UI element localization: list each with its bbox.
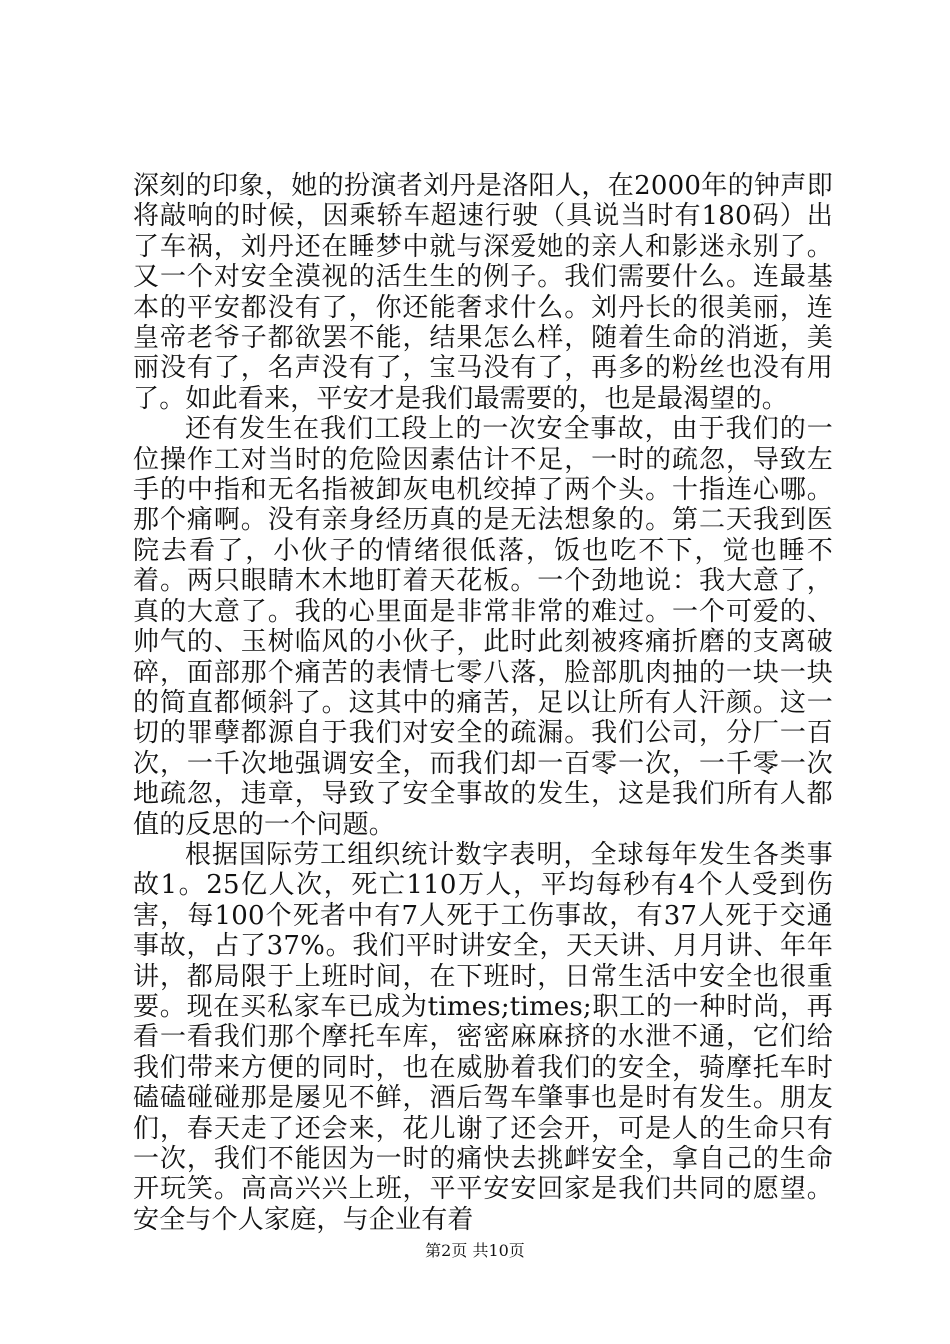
paragraph-1: 深刻的印象，她的扮演者刘丹是洛阳人，在2000年的钟声即将敲响的时候，因乘轿车超速行驶（具说当时有180码）出了车祸，刘丹还在睡梦中就与深爱她的亲人和影迷永别了。又一个对安全漠视的活生生的例子。我们需要什么。连最基本的平安都没有了，你还能奢求什么。刘丹长的很美丽，连皇帝老爷子都欲罢不能，结果怎么样，随着生命的消逝，美丽没有了，名声没有了，宝马没有了，再多的粉丝也没有用了。如此看来，平安才是我们最需要的，也是最渴望的。: [133, 171, 833, 414]
document-body: [133, 171, 833, 1235]
page-footer: 第2页 共10页: [425, 1241, 525, 1260]
paragraph-2: 还有发生在我们工段上的一次安全事故，由于我们的一位操作工对当时的危险因素估计不足，一时的疏忽，导致左手的中指和无名指被卸灰电机绞掉了两个头。十指连心哪。那个痛啊。没有亲身经历真的是无法想象的。第二天我到医院去看了，小伙子的情绪很低落，饭也吃不下，觉也睡不着。两只眼睛木木地盯着天花板。一个劲地说：我大意了，真的大意了。我的心里面是非常非常的难过。一个可爱的、帅气的、玉树临风的小伙子，此时此刻被疼痛折磨的支离破碎，面部那个痛苦的表情七零八落，脸部肌肉抽的一块一块的简直都倾斜了。这其中的痛苦，足以让所有人汗颜。这一切的罪孽都源自于我们对安全的疏漏。我们公司，分厂一百次，一千次地强调安全，而我们却一百零一次，一千零一次地疏忽，违章，导致了安全事故的发生，这是我们所有人都值的反思的一个问题。: [133, 414, 833, 840]
paragraph-3: 根据国际劳工组织统计数字表明，全球每年发生各类事故1。25亿人次，死亡110万人，平均每秒有4个人受到伤害，每100个死者中有7人死于工伤事故，有37人死于交通事故，占了37%。我们平时讲安全，天天讲、月月讲、年年讲，都局限于上班时间，在下班时，日常生活中安全也很重要。现在买私家车已成为times;times;职工的一种时尚，再看一看我们那个摩托车库，密密麻麻挤的水泄不通，它们给我们带来方便的同时，也在威胁着我们的安全，骑摩托车时磕磕碰碰那是屡见不鲜，酒后驾车肇事也是时有发生。朋友们，春天走了还会来，花儿谢了还会开，可是人的生命只有一次，我们不能因为一时的痛快去挑衅安全，拿自己的生命开玩笑。高高兴兴上班，平平安安回家是我们共同的愿望。安全与个人家庭，与企业有着: [133, 839, 833, 1235]
